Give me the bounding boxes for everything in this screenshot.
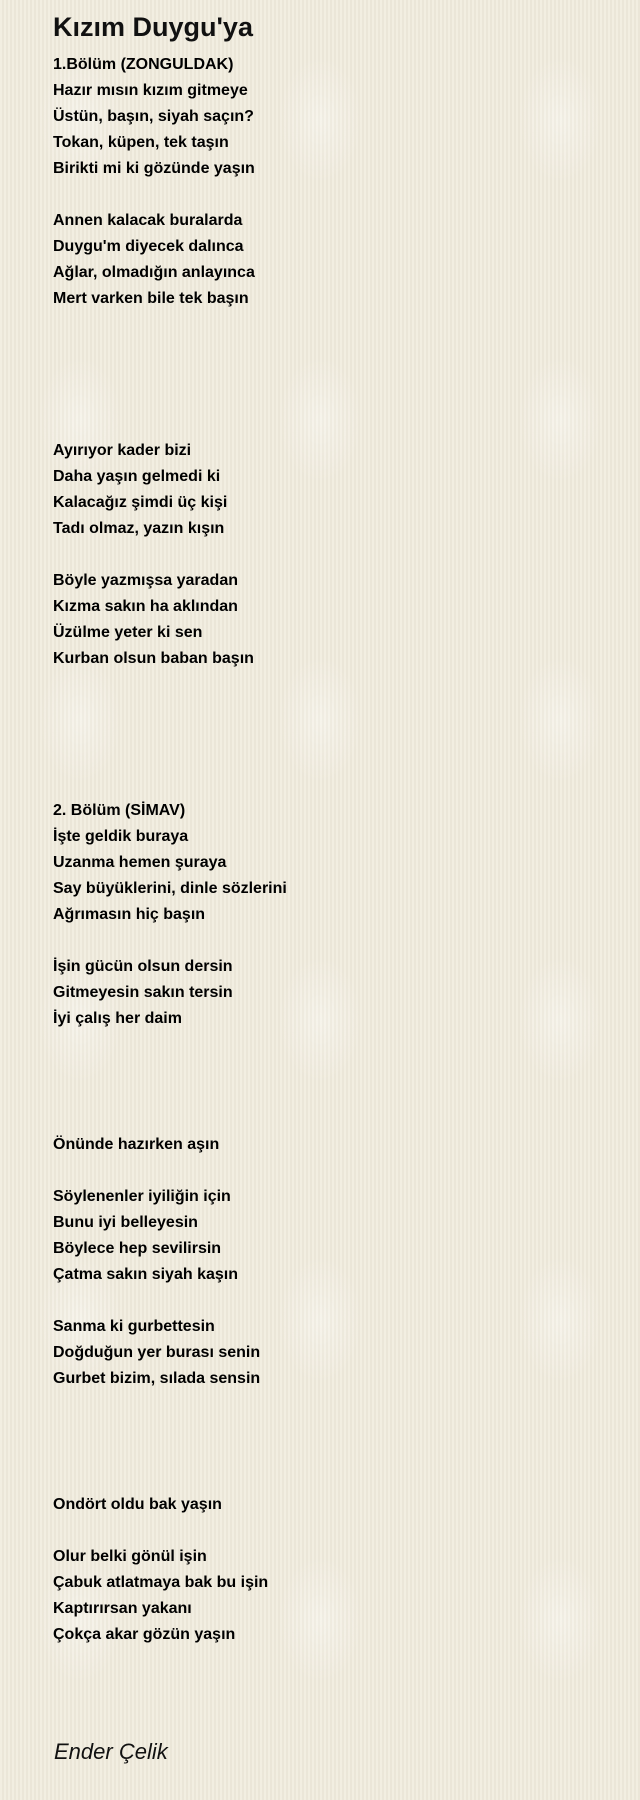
poem-line: Çabuk atlatmaya bak bu işin <box>53 1574 269 1591</box>
stanza-6 <box>53 954 613 1032</box>
stanza-gap <box>53 1032 613 1132</box>
poem-line: Ağlar, olmadığın anlayınca <box>53 264 255 281</box>
poem-line: Ondört oldu bak yaşın <box>53 1496 222 1513</box>
poem-line: Uzanma hemen şuraya <box>53 854 227 871</box>
poem-line: Annen kalacak buralarda <box>53 212 243 229</box>
poem-line: Böyle yazmışsa yaradan <box>53 572 238 589</box>
poem-line: Doğduğun yer burası senin <box>53 1344 261 1361</box>
stanza-3 <box>53 438 613 542</box>
stanza-5 <box>53 798 613 928</box>
author-name: Ender Çelik <box>54 1739 168 1764</box>
poem-body <box>53 52 613 1648</box>
section-heading: 2. Bölüm (SİMAV) <box>53 802 186 819</box>
poem-line: Gitmeyesin sakın tersin <box>53 984 233 1001</box>
poem-line: Çatma sakın siyah kaşın <box>53 1266 238 1283</box>
poem-line: Ağrımasın hiç başın <box>53 906 206 923</box>
stanza-7 <box>53 1132 613 1158</box>
stanza-gap <box>53 1392 613 1492</box>
poem-line: Üzülme yeter ki sen <box>53 624 203 641</box>
poem-line: Kurban olsun baban başın <box>53 650 254 667</box>
poem-line: Çokça akar gözün yaşın <box>53 1626 236 1643</box>
stanza-gap <box>53 542 613 568</box>
stanza-gap <box>53 1158 613 1184</box>
poem-line: İyi çalış her daim <box>53 1010 182 1027</box>
section-heading: 1.Bölüm (ZONGULDAK) <box>53 56 234 73</box>
stanza-1 <box>53 52 613 182</box>
poem-line: Mert varken bile tek başın <box>53 290 249 307</box>
poem-line: Önünde hazırken aşın <box>53 1136 220 1153</box>
poem-line: Kızma sakın ha aklından <box>53 598 238 615</box>
poem-line: Kaptırırsan yakanı <box>53 1600 192 1617</box>
stanza-2 <box>53 208 613 312</box>
poem-line: Tokan, küpen, tek taşın <box>53 134 229 151</box>
stanza-gap <box>53 1288 613 1314</box>
poem-line: Duygu'm diyecek dalınca <box>53 238 244 255</box>
poem-line: Söylenenler iyiliğin için <box>53 1188 231 1205</box>
poem-line: Hazır mısın kızım gitmeye <box>53 82 248 99</box>
poem-line: Böylece hep sevilirsin <box>53 1240 222 1257</box>
stanza-gap <box>53 182 613 208</box>
stanza-8 <box>53 1184 613 1288</box>
poem-title: Kızım Duygu'ya <box>53 12 253 42</box>
poem-line: İşin gücün olsun dersin <box>53 958 233 975</box>
stanza-4 <box>53 568 613 672</box>
poem-line: Üstün, başın, siyah saçın? <box>53 108 254 125</box>
poem-line: Ayırıyor kader bizi <box>53 442 192 459</box>
poem-line: Gurbet bizim, sılada sensin <box>53 1370 261 1387</box>
stanza-gap <box>53 672 613 798</box>
poem-line: Kalacağız şimdi üç kişi <box>53 494 228 511</box>
stanza-gap <box>53 1518 613 1544</box>
poem-line: Sanma ki gurbettesin <box>53 1318 215 1335</box>
poem-line: İşte geldik buraya <box>53 828 189 845</box>
stanza-gap <box>53 312 613 438</box>
stanza-11 <box>53 1544 613 1648</box>
poem-line: Bunu iyi belleyesin <box>53 1214 198 1231</box>
poem-line: Daha yaşın gelmedi ki <box>53 468 221 485</box>
poem-line: Say büyüklerini, dinle sözlerini <box>53 880 287 897</box>
poem-line: Olur belki gönül işin <box>53 1548 207 1565</box>
stanza-gap <box>53 928 613 954</box>
poem-line: Tadı olmaz, yazın kışın <box>53 520 225 537</box>
stanza-10 <box>53 1492 613 1518</box>
poem-line: Birikti mi ki gözünde yaşın <box>53 160 255 177</box>
stanza-9 <box>53 1314 613 1392</box>
